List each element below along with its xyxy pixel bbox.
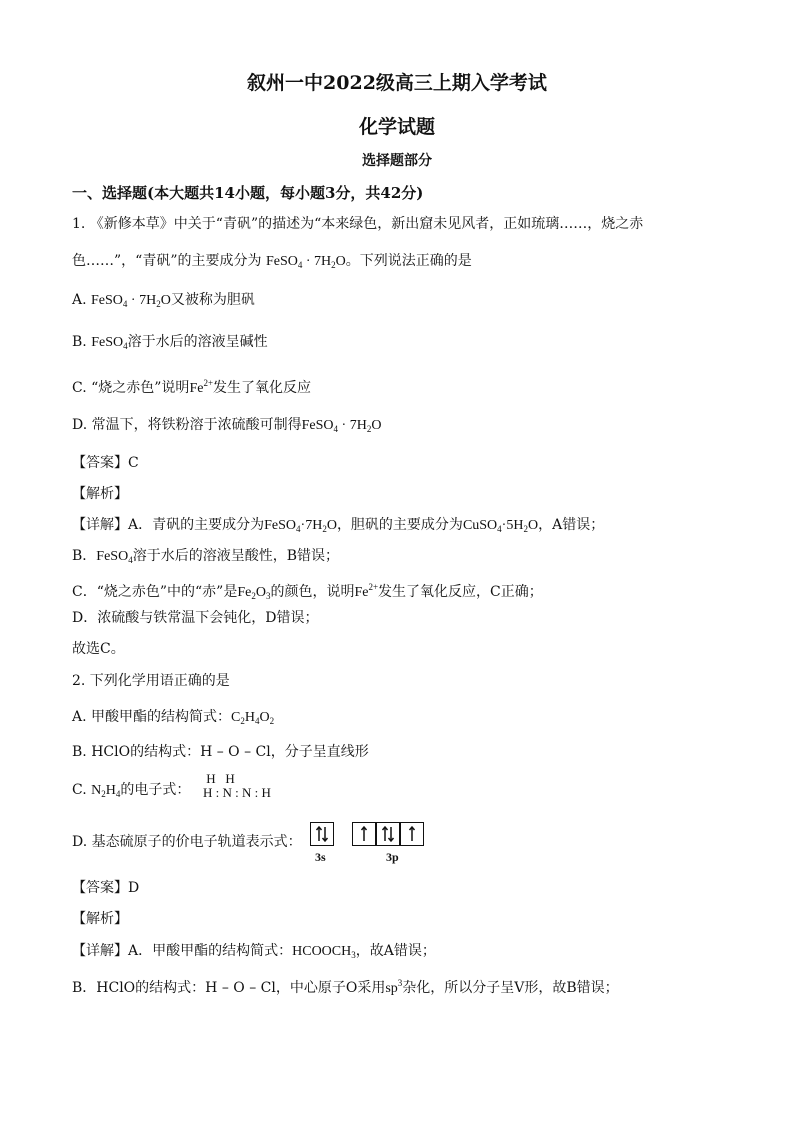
q2-stem: 2. 下列化学用语正确的是 xyxy=(72,673,230,689)
orbital-box-3s xyxy=(310,822,334,846)
q1-detail-line1: 【详解】A．青矾的主要成分为$FeSO_4\cdot 7H_2O$，胆矾的主要成分为$CuSO_4\cdot 5H_2O$，A错误； xyxy=(72,517,605,534)
formula-feso4: FeSO$_4$ xyxy=(91,335,128,351)
q1-detail-line3: C．“烧之赤色”中的“赤”是$Fe_2O_3$的颜色，说明$Fe^{2+}$发生了氧化反应，C正确； xyxy=(72,582,543,601)
q1-option-b: B. FeSO$_4$溶于水后的溶液呈碱性 xyxy=(72,334,268,351)
q2-answer: 【答案】D xyxy=(72,880,140,896)
q1-detail-line4: D．浓硫酸与铁常温下会钝化，D错误； xyxy=(72,610,319,626)
orbital-label-3p: 3p xyxy=(386,850,399,864)
formula-c2h4o2: $C_2H_4O_2$ xyxy=(231,710,275,726)
orbital-box-3p-3 xyxy=(400,822,424,846)
formula-n2h4: $N_2H_4$ xyxy=(91,783,121,799)
q2-detail-line2: B．HClO的结构式：H – O – Cl，中心原子O采用$sp^3$杂化，所以分子呈V形，故B错误； xyxy=(72,978,619,996)
q1-option-c: C. “烧之赤色”说明$Fe^{2+}$发生了氧化反应 xyxy=(72,378,312,396)
spin-up-arrow-icon xyxy=(401,823,423,845)
spin-pair-arrows-icon xyxy=(377,823,399,845)
spin-up-arrow-icon xyxy=(353,823,375,845)
q1-answer: 【答案】C xyxy=(72,455,139,471)
q2-option-d: D. 基态硫原子的价电子轨道表示式： xyxy=(72,834,302,850)
q2-option-a: A. 甲酸甲酯的结构简式：$C_2H_4O_2$ xyxy=(72,709,275,726)
q2-option-b: B. HClO的结构式：H – O – Cl，分子呈直线形 xyxy=(72,744,369,760)
q1-detail-line2: B．FeSO$_4$溶于水后的溶液呈酸性，B错误； xyxy=(72,548,339,565)
q1-option-a: A. FeSO$_4$ · $7H_2O$又被称为胆矾 xyxy=(72,292,255,309)
orbital-label-3s: 3s xyxy=(315,850,326,864)
q2-analysis-label: 【解析】 xyxy=(72,911,128,927)
exam-title: 叙州一中2022级高三上期入学考试 xyxy=(247,72,547,94)
formula-fe2plus: $Fe^{2+}$ xyxy=(189,378,214,396)
orbital-box-3p-2 xyxy=(376,822,400,846)
part-title: 选择题部分 xyxy=(362,153,432,169)
section-heading: 一、选择题(本大题共14小题，每小题3分，共42分) xyxy=(72,184,424,202)
orbital-box-3p-1 xyxy=(352,822,376,846)
q1-analysis-label: 【解析】 xyxy=(72,486,128,502)
q1-stem-line1: 1. 《新修本草》中关于“青矾”的描述为“本来绿色，新出窟未见风者，正如琉璃……，烧之赤 xyxy=(72,216,644,232)
formula-feso4-7h2o: FeSO$_4$ · $7H_2O$ xyxy=(91,293,171,309)
q1-option-d: D. 常温下，将铁粉溶于浓硫酸可制得FeSO$_4$ · $7H_2O$ xyxy=(72,417,382,434)
spin-pair-arrows-icon xyxy=(311,823,333,845)
n2h4-electron-dot-formula: H H H : N : N : H xyxy=(203,771,271,800)
q1-conclusion: 故选C。 xyxy=(72,641,125,657)
q1-stem-line2: 色……”，“青矾”的主要成分为 FeSO$_4$ · $7H_2O$。下列说法正确的是 xyxy=(72,253,472,270)
q2-option-c: C. $N_2H_4$的电子式： xyxy=(72,782,191,799)
subject-title: 化学试题 xyxy=(358,116,435,138)
formula-feso4-7h2o: FeSO$_4$ · $7H_2O$ xyxy=(301,418,382,434)
formula-feso4-7h2o: FeSO$_4$ · $7H_2O$ xyxy=(265,254,346,270)
q2-detail-line1: 【详解】A．甲酸甲酯的结构简式：$HCOOCH_3$，故A错误； xyxy=(72,943,436,960)
